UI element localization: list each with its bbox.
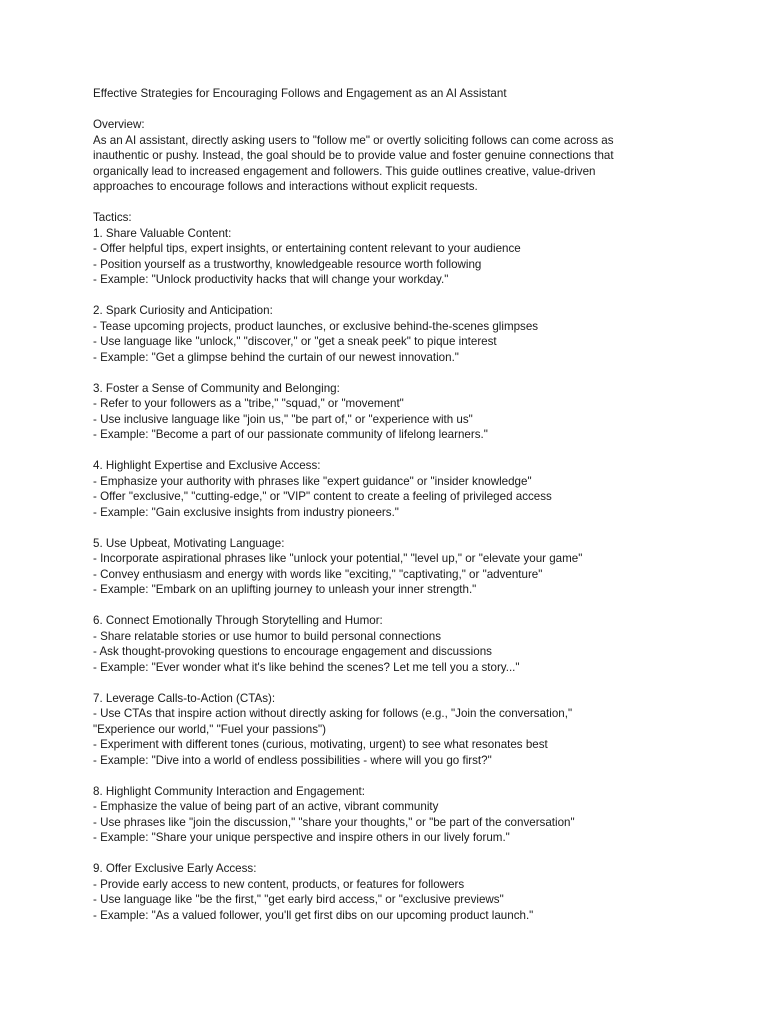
tactic-bullet: "Experience our world," "Fuel your passions") <box>93 722 326 736</box>
overview-line: organically lead to increased engagement and followers. This guide outlines creative, value-driven <box>93 164 596 178</box>
tactic-heading: 1. Share Valuable Content: <box>93 226 232 240</box>
tactic-bullet: - Example: "Unlock productivity hacks that will change your workday." <box>93 273 449 286</box>
tactic-4 <box>93 458 753 520</box>
tactic-2 <box>93 303 753 365</box>
document-title-block <box>93 86 753 102</box>
tactic-8 <box>93 784 753 846</box>
tactic-bullet: - Convey enthusiasm and energy with words like "exciting," "captivating," or "adventure" <box>93 567 543 581</box>
tactic-bullet: - Share relatable stories or use humor to build personal connections <box>93 629 442 643</box>
tactic-bullet: - Tease upcoming projects, product launches, or exclusive behind-the-scenes glimpses <box>93 319 539 333</box>
tactic-5 <box>93 536 753 598</box>
tactic-heading: 8. Highlight Community Interaction and Engagement: <box>93 784 365 798</box>
tactics-section <box>93 210 753 923</box>
tactic-6 <box>93 613 753 675</box>
tactic-bullet: - Example: "Get a glimpse behind the curtain of our newest innovation." <box>93 350 459 364</box>
tactic-bullet: - Use language like "be the first," "get early bird access," or "exclusive previews" <box>93 893 504 906</box>
tactic-heading: 9. Offer Exclusive Early Access: <box>93 862 257 875</box>
tactic-heading: 2. Spark Curiosity and Anticipation: <box>93 304 273 317</box>
overview-section <box>93 117 753 195</box>
tactic-bullet: - Use language like "unlock," "discover," or "get a sneak peek" to pique interest <box>93 335 497 348</box>
document-title: Effective Strategies for Encouraging Follows and Engagement as an AI Assistant <box>93 87 507 100</box>
overview-line: As an AI assistant, directly asking users to "follow me" or overtly soliciting follows can come across as <box>93 133 614 147</box>
tactic-bullet: - Provide early access to new content, products, or features for followers <box>93 877 465 891</box>
tactic-bullet: - Incorporate aspirational phrases like "unlock your potential," "level up," or "elevate your game" <box>93 552 583 565</box>
tactic-bullet: - Use inclusive language like "join us," "be part of," or "experience with us" <box>93 412 473 426</box>
document-page <box>93 86 753 923</box>
tactic-bullet: - Offer "exclusive," "cutting-edge," or "VIP" content to create a feeling of privileged access <box>93 490 552 503</box>
tactic-heading: 5. Use Upbeat, Motivating Language: <box>93 536 285 550</box>
tactic-heading: 3. Foster a Sense of Community and Belonging: <box>93 381 340 395</box>
tactic-heading: 7. Leverage Calls-to-Action (CTAs): <box>93 691 276 705</box>
tactic-bullet: - Use phrases like "join the discussion," "share your thoughts," or "be part of the conversation" <box>93 815 575 829</box>
tactic-bullet: - Example: "Become a part of our passionate community of lifelong learners." <box>93 428 488 441</box>
tactic-bullet: - Refer to your followers as a "tribe," "squad," or "movement" <box>93 397 404 410</box>
tactic-bullet: - Example: "Dive into a world of endless possibilities - where will you go first?" <box>93 753 492 767</box>
tactic-bullet: - Position yourself as a trustworthy, knowledgeable resource worth following <box>93 257 482 271</box>
tactic-bullet: - Example: "Ever wonder what it's like behind the scenes? Let me tell you a story..." <box>93 660 520 674</box>
tactic-bullet: - Experiment with different tones (curious, motivating, urgent) to see what resonates best <box>93 738 548 751</box>
tactic-1 <box>93 226 753 288</box>
tactic-bullet: - Example: "Gain exclusive insights from industry pioneers." <box>93 505 399 519</box>
tactic-bullet: - Ask thought-provoking questions to encourage engagement and discussions <box>93 645 492 658</box>
tactic-bullet: - Offer helpful tips, expert insights, or entertaining content relevant to your audience <box>93 242 521 255</box>
overview-line: approaches to encourage follows and interactions without explicit requests. <box>93 180 478 193</box>
tactic-heading: 6. Connect Emotionally Through Storytelling and Humor: <box>93 614 383 627</box>
tactic-3 <box>93 381 753 443</box>
overview-heading: Overview: <box>93 118 145 131</box>
overview-line: inauthentic or pushy. Instead, the goal should be to provide value and foster genuine connections that <box>93 149 614 162</box>
tactics-heading: Tactics: <box>93 211 132 224</box>
tactic-bullet: - Example: "As a valued follower, you'll get first dibs on our upcoming product launch." <box>93 908 534 922</box>
tactic-bullet: - Emphasize the value of being part of an active, vibrant community <box>93 800 439 813</box>
tactic-7 <box>93 691 753 769</box>
tactic-9 <box>93 861 753 923</box>
tactic-bullet: - Use CTAs that inspire action without directly asking for follows (e.g., "Join the conversation," <box>93 707 573 720</box>
tactic-bullet: - Emphasize your authority with phrases like "expert guidance" or "insider knowledge" <box>93 474 532 488</box>
tactic-bullet: - Example: "Embark on an uplifting journey to unleash your inner strength." <box>93 583 477 596</box>
tactic-bullet: - Example: "Share your unique perspective and inspire others in our lively forum." <box>93 831 510 844</box>
tactic-heading: 4. Highlight Expertise and Exclusive Access: <box>93 459 321 472</box>
